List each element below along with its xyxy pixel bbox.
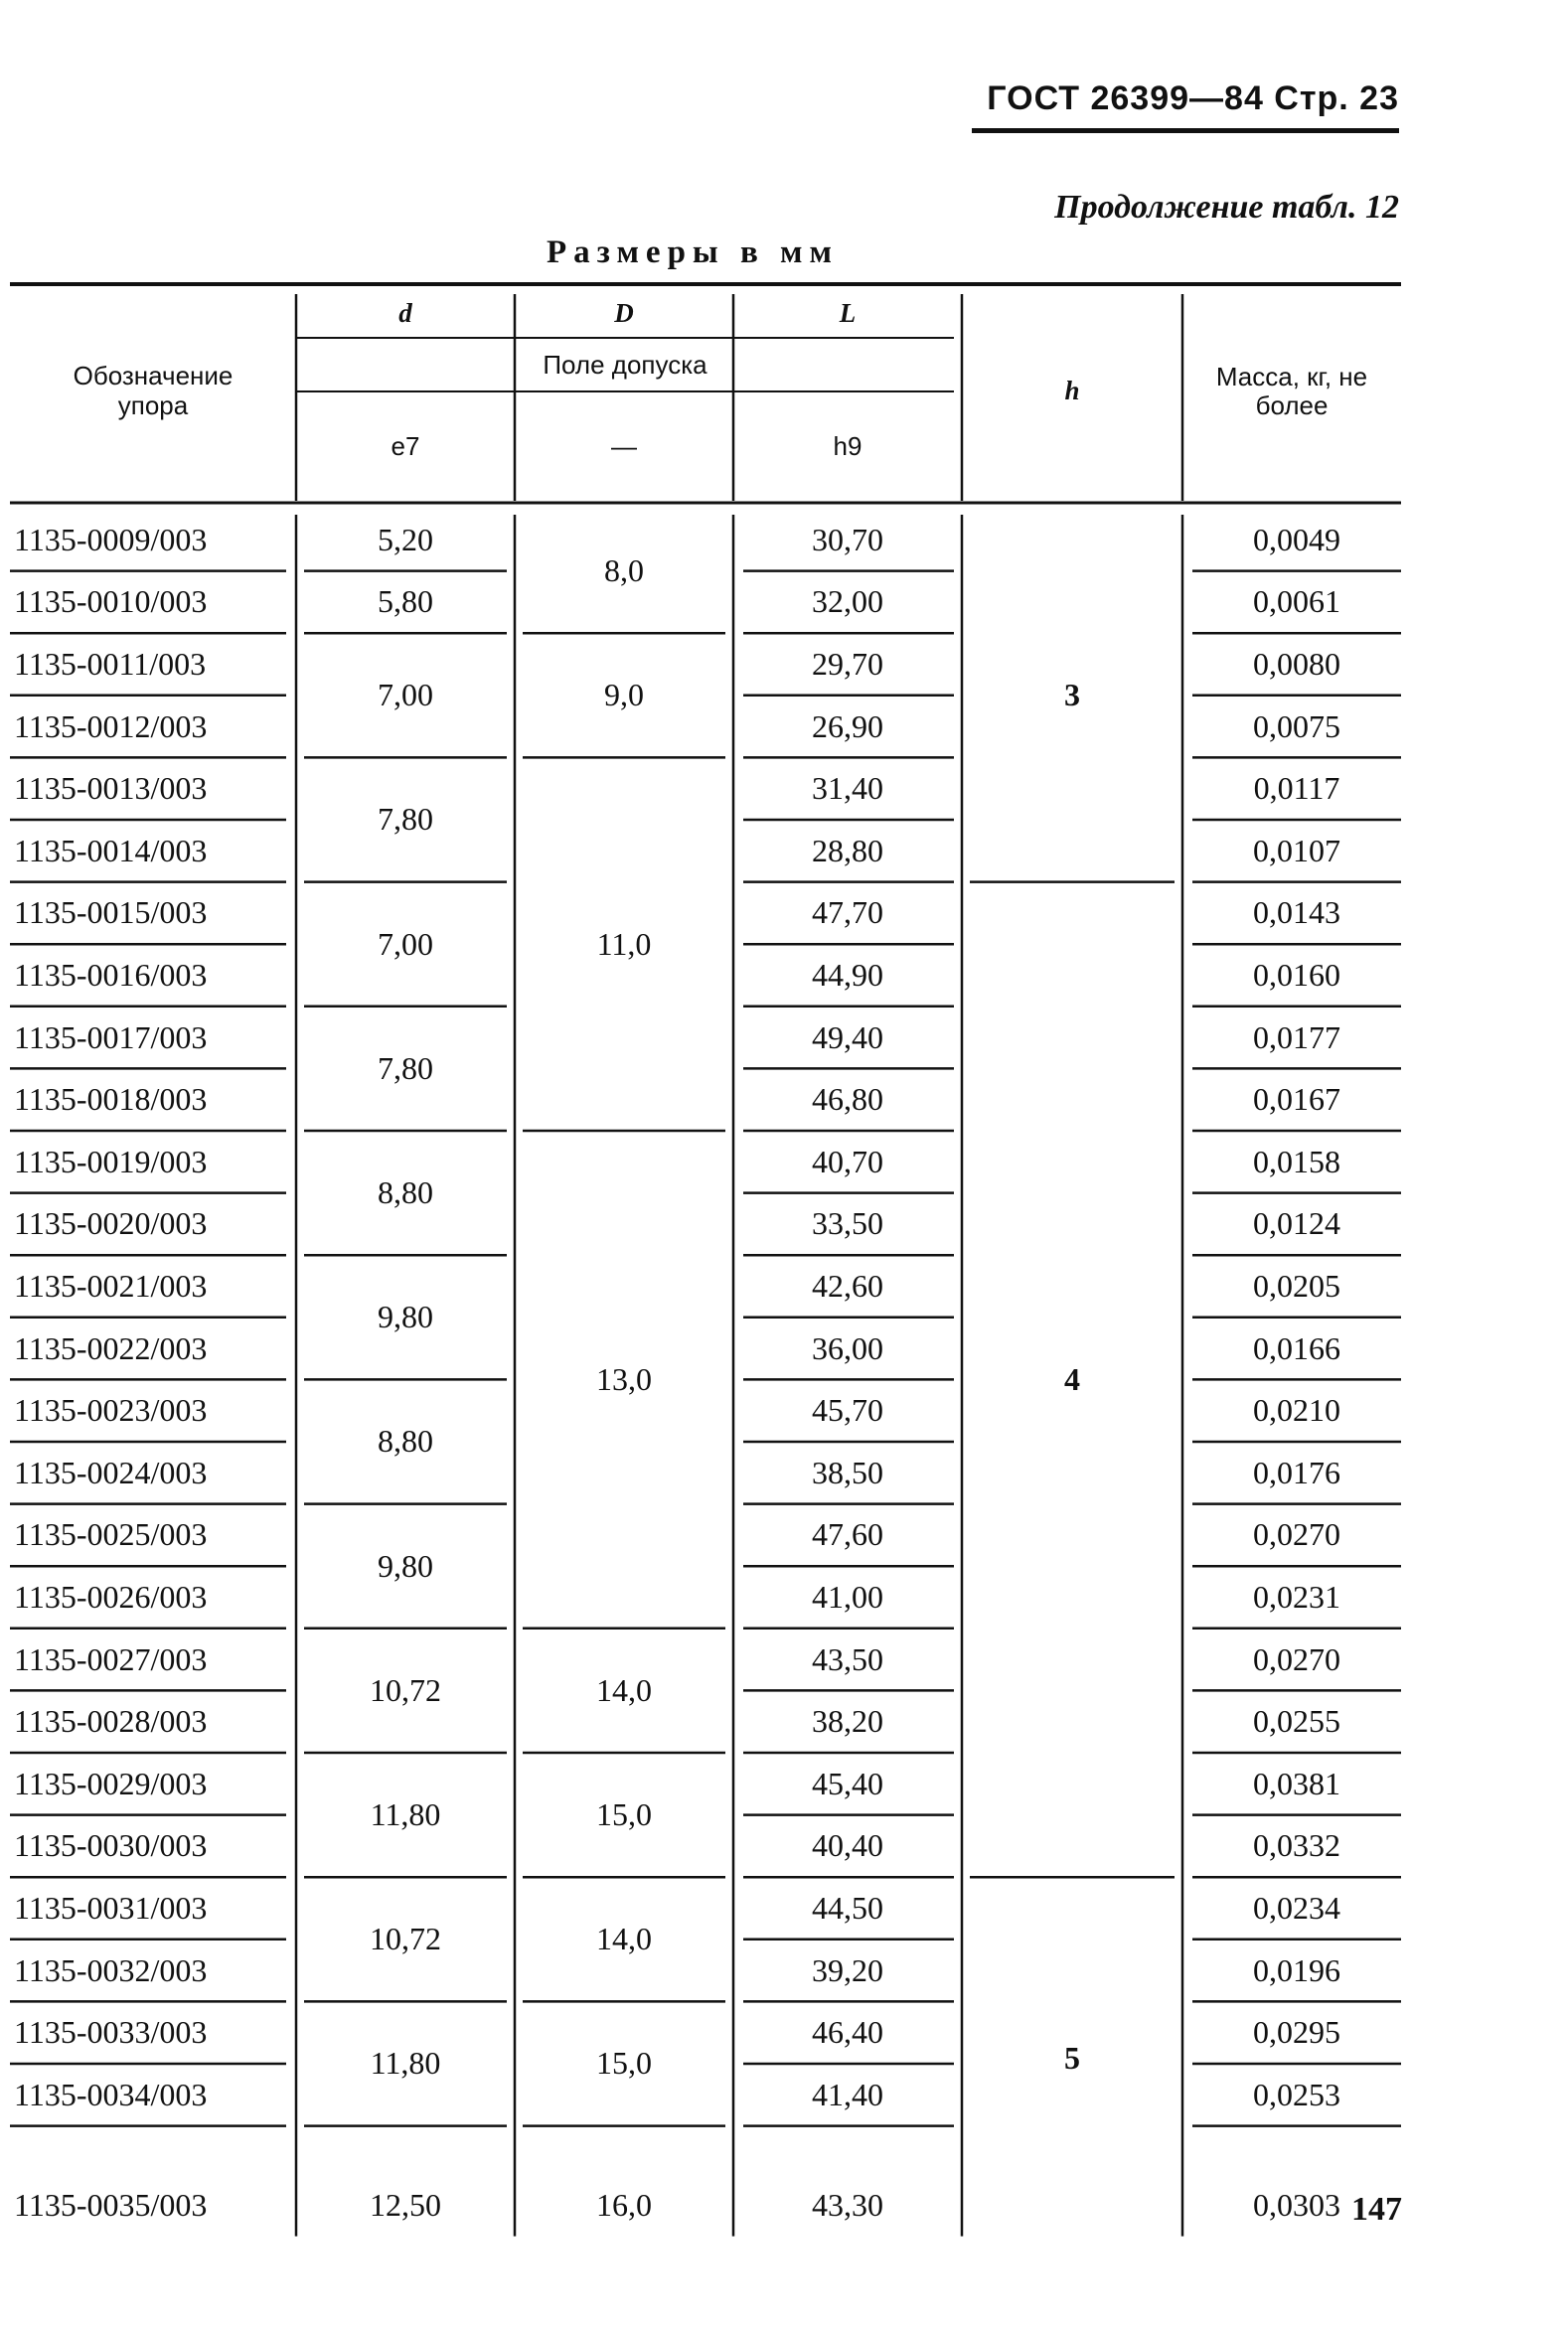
header-tolerance-field: Поле допуска <box>543 349 707 380</box>
mass-cell: 0,0075 <box>1253 707 1340 744</box>
mass-cell: 0,0270 <box>1253 1640 1340 1677</box>
designation-cell: 1135-0016/003 <box>14 956 208 993</box>
designation-cell: 1135-0030/003 <box>14 1827 208 1864</box>
L-cell: 41,40 <box>812 2076 883 2112</box>
designation-cell: 1135-0021/003 <box>14 1267 208 1304</box>
D-cell: 16,0 <box>596 2187 652 2224</box>
mass-cell: 0,0177 <box>1253 1018 1340 1055</box>
designation-cell: 1135-0013/003 <box>14 770 208 807</box>
designation-cell: 1135-0011/003 <box>14 645 207 682</box>
mass-cell: 0,0158 <box>1253 1143 1340 1179</box>
d-cell: 11,80 <box>370 1796 441 1833</box>
designation-cell: 1135-0027/003 <box>14 1640 208 1677</box>
L-cell: 26,90 <box>812 707 883 744</box>
L-cell: 28,80 <box>812 832 883 868</box>
L-cell: 43,30 <box>812 2187 883 2224</box>
d-cell: 9,80 <box>378 1299 433 1335</box>
mass-cell: 0,0253 <box>1253 2076 1340 2112</box>
mass-cell: 0,0061 <box>1253 583 1340 620</box>
header-standard-ref: ГОСТ 26399—84 Стр. 23 <box>987 79 1399 117</box>
header-d: d <box>398 298 412 329</box>
d-cell: 5,20 <box>378 521 433 557</box>
page-number: 147 <box>1351 2191 1402 2228</box>
header-h: h <box>1064 376 1080 406</box>
h-cell: 3 <box>1064 677 1080 713</box>
table-continuation-label: Продолжение табл. 12 <box>1054 189 1399 226</box>
d-cell: 11,80 <box>370 2045 441 2082</box>
L-cell: 29,70 <box>812 645 883 682</box>
D-cell: 8,0 <box>604 552 644 589</box>
D-cell: 14,0 <box>596 1671 652 1708</box>
D-cell: 15,0 <box>596 2045 652 2082</box>
designation-cell: 1135-0022/003 <box>14 1329 208 1366</box>
header-designation: Обозначение упора <box>73 361 234 420</box>
d-cell: 7,00 <box>378 677 433 713</box>
page-header <box>972 79 1399 133</box>
d-cell: 7,00 <box>378 925 433 962</box>
L-cell: 39,20 <box>812 1951 883 1988</box>
mass-cell: 0,0210 <box>1253 1392 1340 1429</box>
mass-cell: 0,0303 <box>1253 2187 1340 2224</box>
designation-cell: 1135-0026/003 <box>14 1578 208 1615</box>
L-cell: 40,70 <box>812 1143 883 1179</box>
L-cell: 46,40 <box>812 2014 883 2051</box>
header-tol-L: h9 <box>833 430 862 461</box>
designation-cell: 1135-0012/003 <box>14 707 208 744</box>
L-cell: 44,50 <box>812 1889 883 1926</box>
D-cell: 11,0 <box>596 925 652 962</box>
L-cell: 44,90 <box>812 956 883 993</box>
L-cell: 45,40 <box>812 1765 883 1801</box>
D-cell: 9,0 <box>604 677 644 713</box>
dimensions-table <box>10 282 1401 2240</box>
L-cell: 38,20 <box>812 1703 883 1740</box>
L-cell: 38,50 <box>812 1454 883 1490</box>
header-mass: Масса, кг, не более <box>1215 362 1368 420</box>
mass-cell: 0,0049 <box>1253 521 1340 557</box>
mass-cell: 0,0255 <box>1253 1703 1340 1740</box>
designation-cell: 1135-0017/003 <box>14 1018 208 1055</box>
designation-cell: 1135-0031/003 <box>14 1889 208 1926</box>
L-cell: 42,60 <box>812 1267 883 1304</box>
mass-cell: 0,0176 <box>1253 1454 1340 1490</box>
mass-cell: 0,0295 <box>1253 2014 1340 2051</box>
L-cell: 32,00 <box>812 583 883 620</box>
mass-cell: 0,0166 <box>1253 1329 1340 1366</box>
designation-cell: 1135-0015/003 <box>14 894 208 931</box>
mass-cell: 0,0270 <box>1253 1516 1340 1553</box>
L-cell: 40,40 <box>812 1827 883 1864</box>
header-rule <box>972 128 1399 133</box>
d-cell: 10,72 <box>370 1921 441 1957</box>
d-cell: 12,50 <box>370 2187 441 2224</box>
L-cell: 30,70 <box>812 521 883 557</box>
designation-cell: 1135-0023/003 <box>14 1392 208 1429</box>
d-cell: 8,80 <box>378 1423 433 1460</box>
mass-cell: 0,0381 <box>1253 1765 1340 1801</box>
designation-cell: 1135-0035/003 <box>14 2187 208 2224</box>
D-cell: 14,0 <box>596 1921 652 1957</box>
L-cell: 33,50 <box>812 1205 883 1242</box>
mass-cell: 0,0160 <box>1253 956 1340 993</box>
d-cell: 9,80 <box>378 1547 433 1584</box>
designation-cell: 1135-0018/003 <box>14 1081 208 1118</box>
mass-cell: 0,0196 <box>1253 1951 1340 1988</box>
mass-cell: 0,0231 <box>1253 1578 1340 1615</box>
d-cell: 7,80 <box>378 801 433 838</box>
mass-cell: 0,0080 <box>1253 645 1340 682</box>
d-cell: 10,72 <box>370 1671 441 1708</box>
header-tol-d: e7 <box>391 430 420 461</box>
designation-cell: 1135-0020/003 <box>14 1205 208 1242</box>
L-cell: 45,70 <box>812 1392 883 1429</box>
L-cell: 43,50 <box>812 1640 883 1677</box>
L-cell: 31,40 <box>812 770 883 807</box>
mass-cell: 0,0205 <box>1253 1267 1340 1304</box>
designation-cell: 1135-0029/003 <box>14 1765 208 1801</box>
designation-cell: 1135-0010/003 <box>14 583 208 620</box>
mass-cell: 0,0167 <box>1253 1081 1340 1118</box>
designation-cell: 1135-0025/003 <box>14 1516 208 1553</box>
designation-cell: 1135-0034/003 <box>14 2076 208 2112</box>
d-cell: 8,80 <box>378 1174 433 1211</box>
D-cell: 15,0 <box>596 1796 652 1833</box>
header-D: D <box>614 298 634 329</box>
mass-cell: 0,0124 <box>1253 1205 1340 1242</box>
L-cell: 36,00 <box>812 1329 883 1366</box>
designation-cell: 1135-0033/003 <box>14 2014 208 2051</box>
designation-cell: 1135-0009/003 <box>14 521 208 557</box>
L-cell: 47,70 <box>812 894 883 931</box>
designation-cell: 1135-0024/003 <box>14 1454 208 1490</box>
designation-cell: 1135-0028/003 <box>14 1703 208 1740</box>
d-cell: 5,80 <box>378 583 433 620</box>
designation-cell: 1135-0014/003 <box>14 832 208 868</box>
L-cell: 46,80 <box>812 1081 883 1118</box>
header-tol-D: — <box>611 430 637 461</box>
designation-cell: 1135-0019/003 <box>14 1143 208 1179</box>
L-cell: 47,60 <box>812 1516 883 1553</box>
L-cell: 41,00 <box>812 1578 883 1615</box>
header-L: L <box>839 298 857 329</box>
table-caption: Размеры в мм <box>547 234 839 270</box>
mass-cell: 0,0143 <box>1253 894 1340 931</box>
mass-cell: 0,0107 <box>1253 832 1340 868</box>
D-cell: 13,0 <box>596 1360 652 1397</box>
h-cell: 4 <box>1064 1360 1080 1397</box>
h-cell: 5 <box>1064 2040 1080 2077</box>
designation-cell: 1135-0032/003 <box>14 1951 208 1988</box>
mass-cell: 0,0234 <box>1253 1889 1340 1926</box>
mass-cell: 0,0332 <box>1253 1827 1340 1864</box>
mass-cell: 0,0117 <box>1253 770 1340 807</box>
L-cell: 49,40 <box>812 1018 883 1055</box>
d-cell: 7,80 <box>378 1049 433 1086</box>
